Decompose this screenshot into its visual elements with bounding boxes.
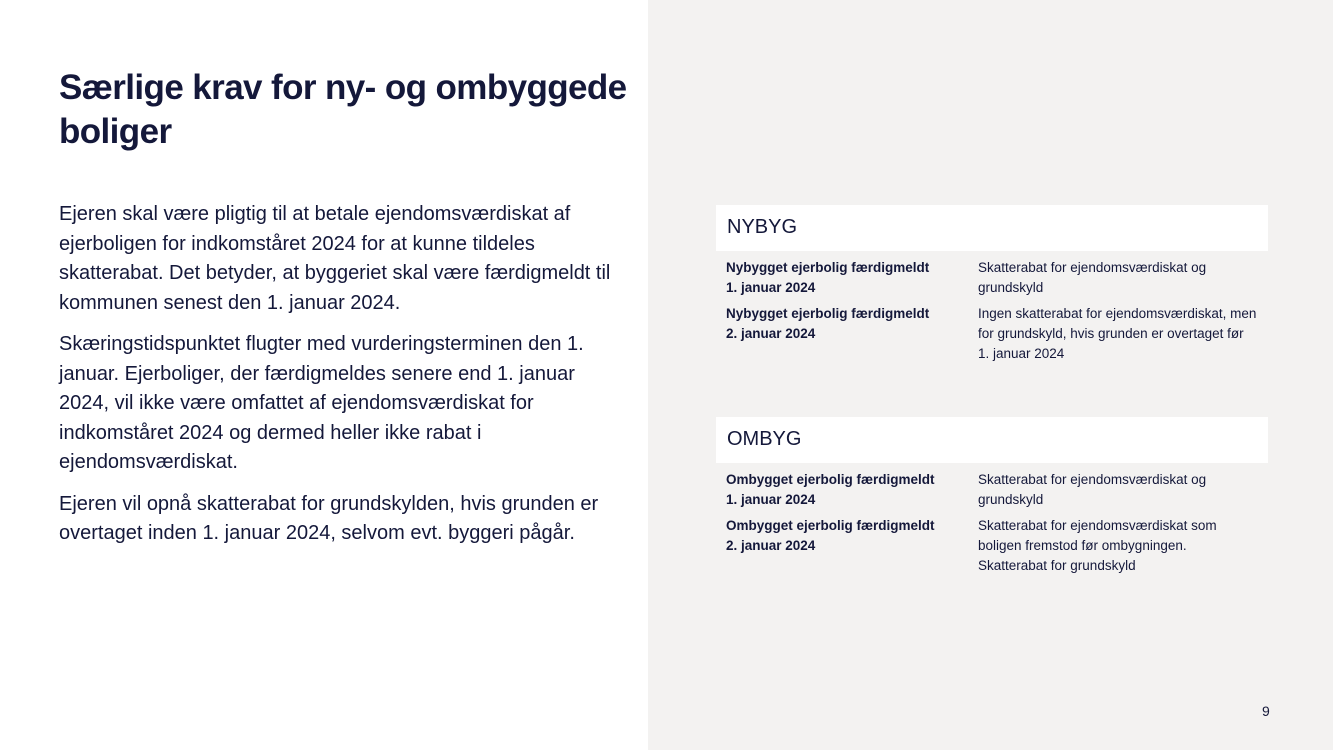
paragraph-pligt: Ejeren skal være pligtig til at betale ejendomsværdiskat af ejerboligen for indkomståret 2024 for at kunne tildeles skatterabat. Det betyder, at byggeriet skal være færdigmeldt til kommunen senest den 1. januar 2024. — [59, 203, 611, 314]
nybyg-condition-2: Nybygget ejerbolig færdigmeldt 2. januar 2024 — [726, 306, 930, 341]
ombyg-condition-1: Ombygget ejerbolig færdigmeldt 1. januar 2024 — [726, 472, 935, 507]
paragraph-grundskyld: Ejeren vil opnå skatterabat for grundskylden, hvis grunden er overtaget inden 1. januar 2024, selvom evt. byggeri pågår. — [59, 492, 599, 544]
ombyg-table — [716, 417, 1268, 576]
table-row — [716, 304, 1268, 364]
nybyg-result-1: Skatterabat for ejendomsværdiskat og grundskyld — [978, 260, 1207, 295]
nybyg-header: NYBYG — [716, 205, 1268, 251]
ombyg-result-2: Skatterabat for ejendomsværdiskat som boligen fremstod før ombygningen. Skatterabat for grundskyld — [978, 518, 1217, 573]
right-panel-background — [648, 0, 1333, 750]
body-text — [59, 200, 624, 561]
nybyg-result-2: Ingen skatterabat for ejendomsværdiskat, men for grundskyld, hvis grunden er overtaget før 1. januar 2024 — [978, 306, 1257, 361]
ombyg-header: OMBYG — [716, 417, 1268, 463]
page-title: Særlige krav for ny- og ombyggede boliger — [59, 68, 627, 151]
paragraph-skaeringstidspunkt: Skæringstidspunktet flugter med vurderingsterminen den 1. januar. Ejerboliger, der færdigmeldes senere end 1. januar 2024, vil ikke være omfattet af ejendomsværdiskat for indkomståret 2024 og dermed heller ikke rabat i ejendomsværdiskat. — [59, 333, 584, 473]
table-row — [716, 516, 1268, 576]
table-row — [716, 258, 1268, 298]
nybyg-condition-1: Nybygget ejerbolig færdigmeldt 1. januar 2024 — [726, 260, 930, 295]
ombyg-condition-2: Ombygget ejerbolig færdigmeldt 2. januar 2024 — [726, 518, 935, 553]
nybyg-table — [716, 205, 1268, 364]
page-number: 9 — [1262, 703, 1270, 719]
table-row — [716, 470, 1268, 510]
ombyg-result-1: Skatterabat for ejendomsværdiskat og grundskyld — [978, 472, 1207, 507]
